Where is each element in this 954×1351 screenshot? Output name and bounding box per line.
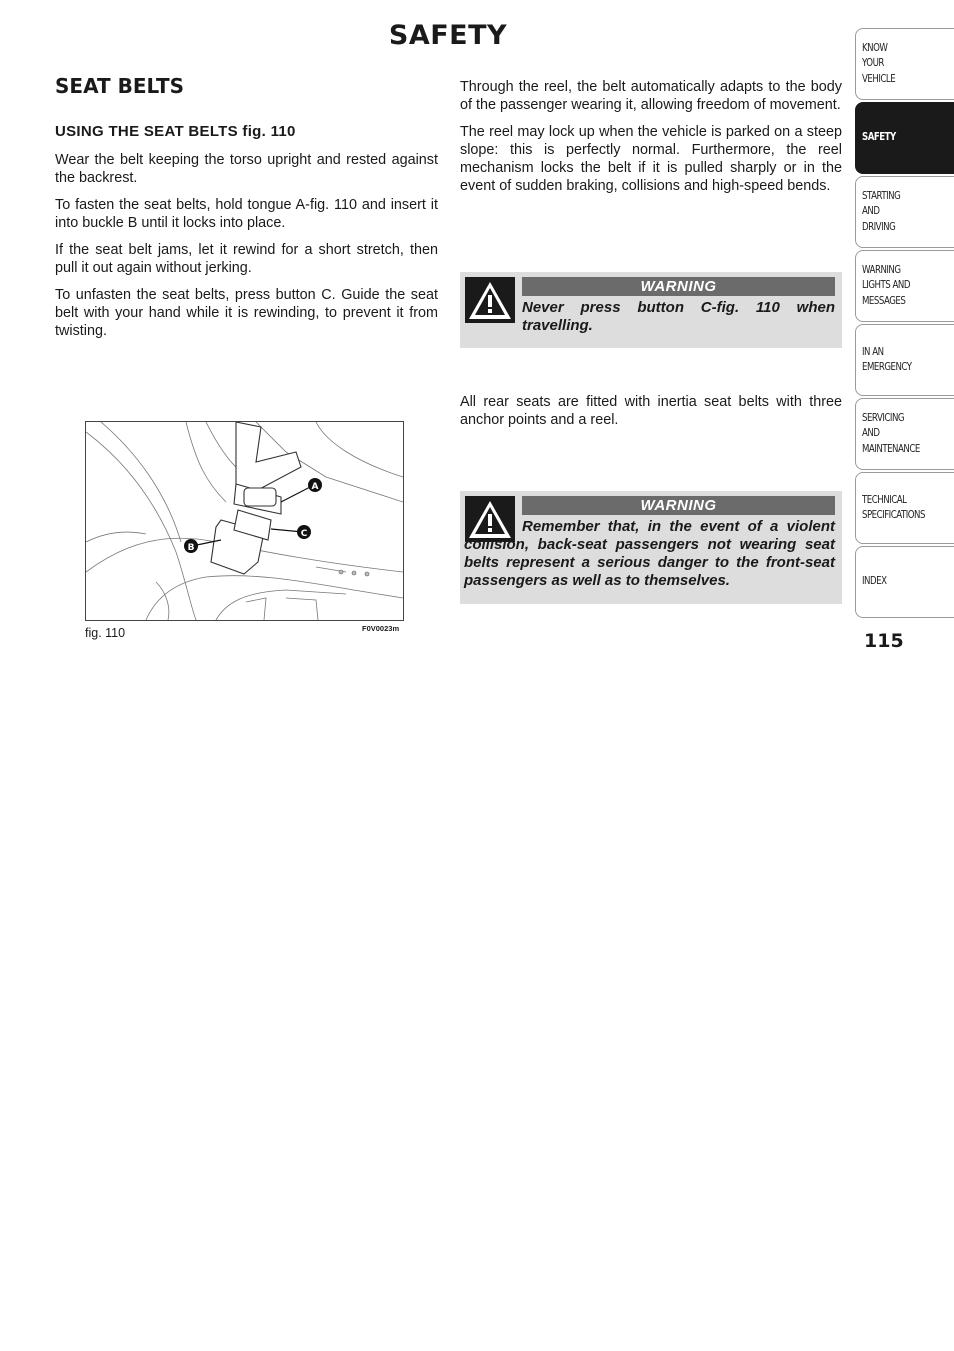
warning-heading: WARNING: [522, 496, 835, 515]
tab-label: KNOW YOUR VEHICLE: [862, 41, 896, 85]
tab-starting-and-driving[interactable]: [855, 176, 954, 248]
tab-label: INDEX: [862, 575, 887, 588]
warning-triangle-icon: [465, 277, 515, 323]
warning-text: Never press button C-fig. 110 when travelling.: [522, 299, 835, 334]
svg-text:A: A: [311, 482, 319, 492]
seat-belt-illustration: [86, 422, 403, 620]
warning-box: [460, 272, 842, 348]
warning-text: Remember that, in the event of a violent collision, back-seat passengers not wearing seat belts represent a serious danger to the front-seat passengers as well as to themselves.: [464, 518, 835, 589]
section-title: SEAT BELTS: [55, 74, 184, 98]
tab-in-an-emergency[interactable]: [855, 324, 954, 396]
svg-text:B: B: [187, 543, 195, 553]
left-column: [55, 151, 438, 349]
paragraph: All rear seats are fitted with inertia seat belts with three anchor points and a reel.: [460, 394, 842, 428]
subheading: USING THE SEAT BELTS fig. 110: [55, 123, 296, 140]
callout-c: [297, 525, 311, 539]
tab-label: STARTING AND DRIVING: [862, 189, 901, 233]
tab-know-your-vehicle[interactable]: [855, 28, 954, 100]
svg-text:C: C: [300, 529, 308, 539]
seat-belt-figure: [85, 421, 404, 621]
right-column-middle: [460, 393, 842, 438]
tab-index[interactable]: [855, 546, 954, 618]
paragraph: Wear the belt keeping the torso upright and rested against the backrest.: [55, 152, 438, 186]
paragraph: If the seat belt jams, let it rewind for a short stretch, then pull it out again without jerking.: [55, 242, 438, 276]
warning-heading: WARNING: [522, 277, 835, 296]
tab-label: IN AN EMERGENCY: [862, 345, 912, 373]
callout-b: [184, 539, 198, 553]
paragraph: To fasten the seat belts, hold tongue A-fig. 110 and insert it into buckle B until it locks into place.: [55, 197, 438, 231]
right-column-top: [460, 78, 842, 204]
figure-code: F0V0023m: [362, 624, 400, 633]
tab-safety[interactable]: [855, 102, 954, 174]
tab-label: TECHNICAL SPECIFICATIONS: [862, 493, 925, 521]
figure-caption: fig. 110: [85, 626, 126, 640]
paragraph: To unfasten the seat belts, press button C. Guide the seat belt with your hand while it is rewinding, to prevent it from twisting.: [55, 287, 438, 339]
tab-label: SAFETY: [862, 131, 896, 144]
tab-label: WARNING LIGHTS AND MESSAGES: [862, 263, 910, 307]
tab-label: SERVICING AND MAINTENANCE: [862, 411, 920, 455]
warning-box: [460, 491, 842, 604]
paragraph: The reel may lock up when the vehicle is parked on a steep slope: this is perfectly normal. Furthermore, the reel mechanism locks the belt if it is pulled sharply or in the event of sudden braking, collisions and high-speed bends.: [460, 124, 842, 194]
tab-warning-lights[interactable]: [855, 250, 954, 322]
callout-a: [308, 478, 322, 492]
page-number: 115: [864, 630, 904, 652]
paragraph: Through the reel, the belt automatically adapts to the body of the passenger wearing it, allowing freedom of movement.: [460, 79, 842, 113]
tab-technical-specifications[interactable]: [855, 472, 954, 544]
tab-servicing[interactable]: [855, 398, 954, 470]
page-title: SAFETY: [388, 20, 508, 51]
